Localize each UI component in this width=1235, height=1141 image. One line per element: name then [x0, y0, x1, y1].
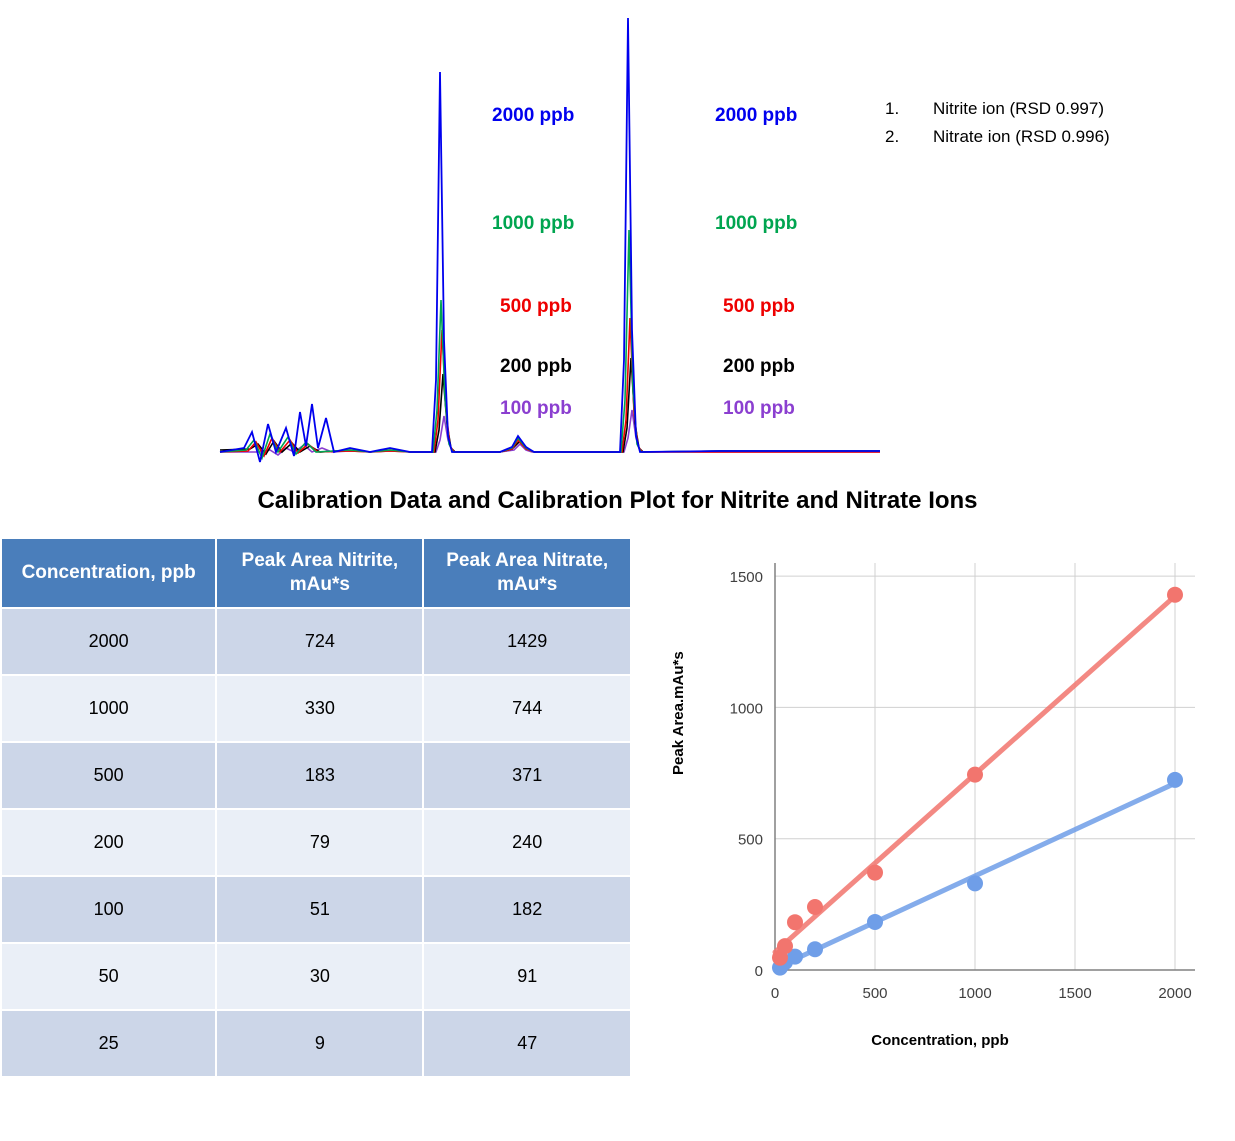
plot-x-axis-label: Concentration, ppb: [871, 1032, 1009, 1049]
svg-text:0: 0: [754, 963, 763, 980]
cell-nitrate: 1429: [423, 608, 631, 675]
svg-text:1500: 1500: [1058, 985, 1092, 1002]
table-header-row: [1, 538, 631, 608]
legend-item-number: 2.: [885, 127, 900, 146]
legend-item: [885, 95, 1110, 123]
cell-concentration: 200: [1, 809, 216, 876]
cell-concentration: 50: [1, 943, 216, 1010]
svg-text:2000: 2000: [1158, 985, 1192, 1002]
page-title: Calibration Data and Calibration Plot for Nitrite and Nitrate Ions: [257, 487, 978, 514]
legend-item-number: 1.: [885, 99, 900, 118]
cell-nitrate: 371: [423, 742, 631, 809]
cell-nitrite: 330: [216, 675, 423, 742]
conc-label-nitrate-2000: 2000 ppb: [715, 105, 798, 126]
legend-item: [885, 123, 1110, 151]
svg-text:500: 500: [862, 985, 888, 1002]
trace-1000ppb: [220, 230, 880, 458]
cell-nitrate: 47: [423, 1010, 631, 1077]
conc-label-nitrite-100: 100 ppb: [500, 398, 572, 419]
calibration-data-table: [0, 537, 632, 1078]
legend-item-label: Nitrite ion (RSD 0.997): [933, 99, 1105, 118]
cell-nitrate: 91: [423, 943, 631, 1010]
trace-2000ppb: [220, 18, 880, 462]
cell-nitrite: 79: [216, 809, 423, 876]
svg-text:1000: 1000: [729, 700, 763, 718]
conc-label-nitrite-500: 500 ppb: [500, 296, 572, 317]
svg-text:1500: 1500: [729, 569, 763, 587]
table-row: [1, 809, 631, 876]
cell-nitrite: 724: [216, 608, 423, 675]
conc-label-nitrate-100: 100 ppb: [723, 398, 795, 419]
svg-text:1000: 1000: [958, 985, 992, 1002]
conc-label-nitrate-500: 500 ppb: [723, 296, 795, 317]
table-row: [1, 1010, 631, 1077]
calibration-scatter-plot: [660, 545, 1220, 1075]
cell-nitrate: 240: [423, 809, 631, 876]
table-header-nitrate: Peak Area Nitrate, mAu*s: [423, 538, 631, 608]
table-row: [1, 742, 631, 809]
svg-text:0: 0: [770, 985, 780, 1002]
table-row: [1, 608, 631, 675]
conc-label-nitrite-2000: 2000 ppb: [492, 105, 575, 126]
plot-y-axis-label: Peak Area.mAu*s: [670, 651, 687, 775]
conc-label-nitrate-1000: 1000 ppb: [715, 213, 798, 234]
cell-nitrite: 183: [216, 742, 423, 809]
table-header-concentration: Concentration, ppb: [1, 538, 216, 608]
cell-nitrite: 51: [216, 876, 423, 943]
cell-nitrate: 744: [423, 675, 631, 742]
svg-text:500: 500: [737, 831, 763, 849]
conc-label-nitrite-200: 200 ppb: [500, 356, 572, 377]
cell-concentration: 100: [1, 876, 216, 943]
trace-500ppb: [220, 318, 880, 456]
legend-item-label: Nitrate ion (RSD 0.996): [933, 127, 1110, 146]
chromatogram-panel: [0, 0, 1235, 480]
cell-nitrite: 9: [216, 1010, 423, 1077]
cell-nitrate: 182: [423, 876, 631, 943]
table-header-nitrite: Peak Area Nitrite, mAu*s: [216, 538, 423, 608]
cell-concentration: 1000: [1, 675, 216, 742]
peak-legend: [885, 95, 1110, 151]
cell-concentration: 25: [1, 1010, 216, 1077]
cell-concentration: 2000: [1, 608, 216, 675]
plot-canvas: [660, 545, 1220, 1015]
table-row: [1, 943, 631, 1010]
table-row: [1, 876, 631, 943]
cell-concentration: 500: [1, 742, 216, 809]
conc-label-nitrite-1000: 1000 ppb: [492, 213, 575, 234]
cell-nitrite: 30: [216, 943, 423, 1010]
conc-label-nitrate-200: 200 ppb: [723, 356, 795, 377]
table-row: [1, 675, 631, 742]
